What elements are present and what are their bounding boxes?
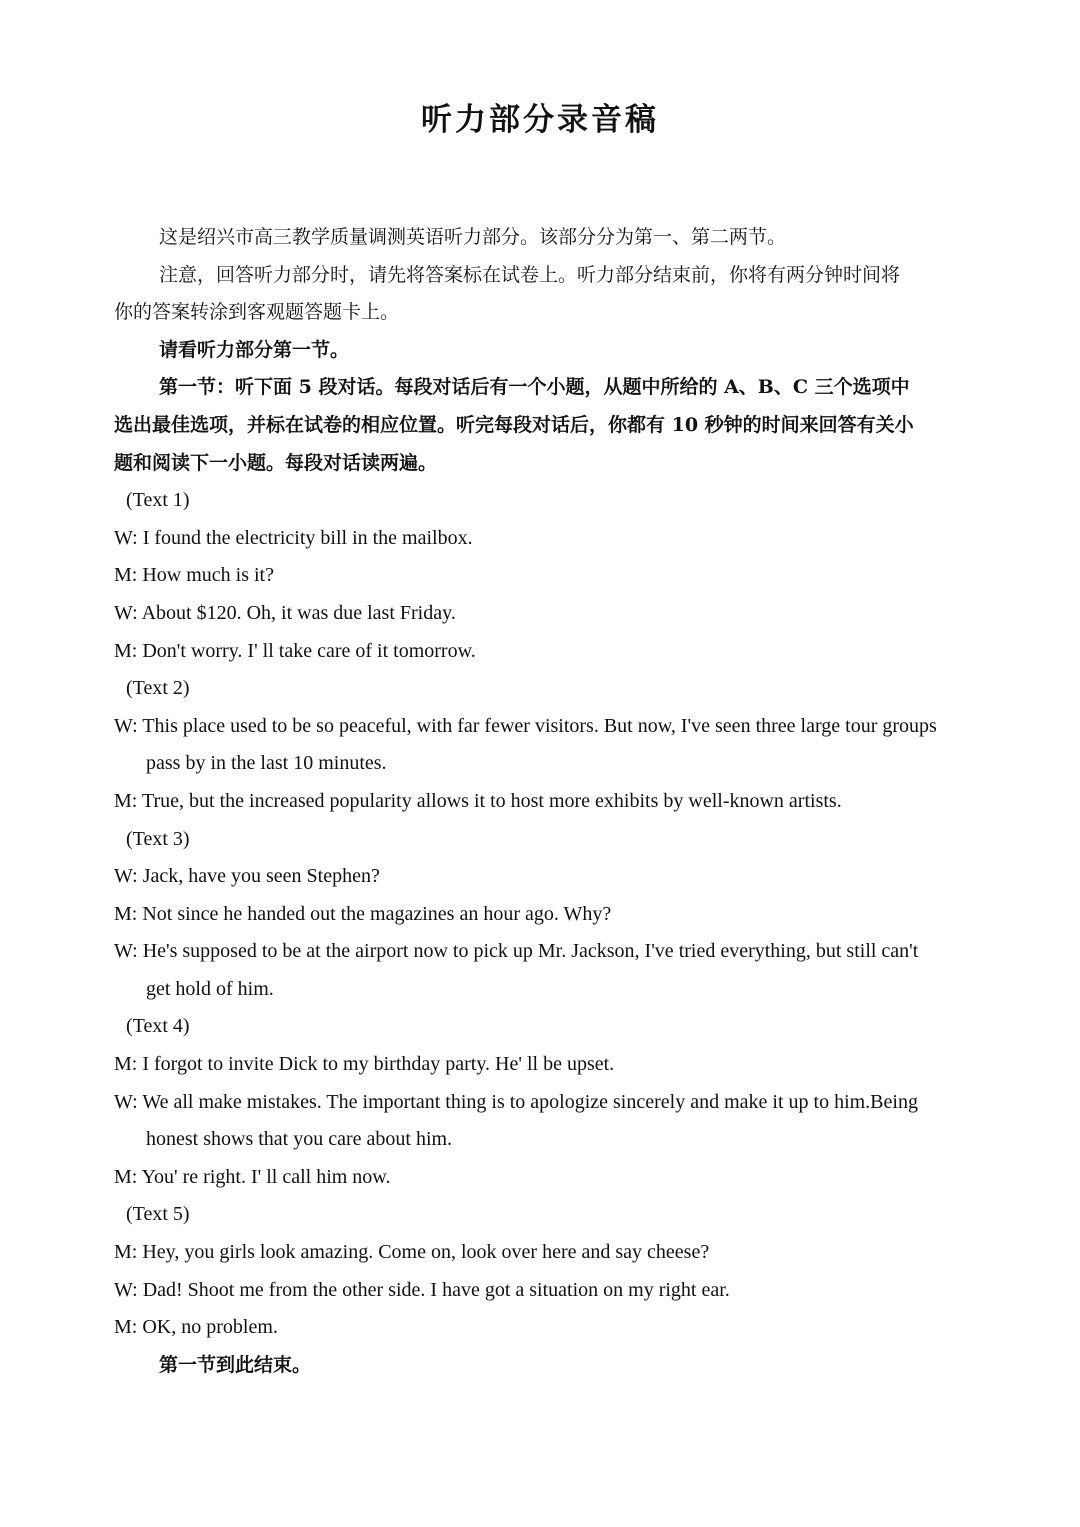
section-1-instructions-line-2: 选出最佳选项，并标在试卷的相应位置。听完每段对话后，你都有 10 秒钟的时间来回答有关小 — [114, 413, 914, 436]
text-4-line-4: M: You' re right. I' ll call him now. — [114, 1165, 391, 1188]
text-4-label: (Text 4) — [126, 1015, 190, 1038]
text-4-line-3: honest shows that you care about him. — [146, 1128, 453, 1151]
intro-paragraph-2-line-2: 你的答案转涂到客观题答题卡上。 — [114, 301, 400, 324]
text-1-label: (Text 1) — [126, 489, 190, 512]
text-3-line-4: get hold of him. — [146, 977, 274, 1000]
text-5-line-1: M: Hey, you girls look amazing. Come on, look over here and say cheese? — [114, 1241, 710, 1264]
text-2-line-3: M: True, but the increased popularity allows it to host more exhibits by well-known artists. — [114, 789, 842, 812]
text-2-line-2: pass by in the last 10 minutes. — [146, 752, 387, 775]
intro-paragraph-2-line-1: 注意，回答听力部分时，请先将答案标在试卷上。听力部分结束前，你将有两分钟时间将 — [159, 263, 901, 286]
text-3-line-1: W: Jack, have you seen Stephen? — [114, 865, 380, 888]
document-title: 听力部分录音稿 — [421, 102, 659, 138]
text-1-line-2: M: How much is it? — [114, 564, 274, 587]
text-1-line-1: W: I found the electricity bill in the mailbox. — [114, 526, 473, 549]
text-2-line-1: W: This place used to be so peaceful, with far fewer visitors. But now, I've seen three large tour groups — [114, 714, 937, 737]
text-3-line-3: W: He's supposed to be at the airport now to pick up Mr. Jackson, I've tried everything, but still can't — [114, 940, 919, 963]
intro-paragraph-1: 这是绍兴市高三教学质量调测英语听力部分。该部分分为第一、第二两节。 — [159, 226, 787, 248]
text-1-line-4: M: Don't worry. I' ll take care of it tomorrow. — [114, 639, 476, 662]
section-1-prompt: 请看听力部分第一节。 — [159, 338, 350, 361]
text-5-line-3: M: OK, no problem. — [114, 1316, 278, 1339]
text-2-label: (Text 2) — [126, 677, 190, 700]
text-5-line-2: W: Dad! Shoot me from the other side. I have got a situation on my right ear. — [114, 1278, 730, 1301]
text-5-label: (Text 5) — [126, 1203, 190, 1226]
section-1-instructions-line-1: 第一节：听下面 5 段对话。每段对话后有一个小题，从题中所给的 A、B、C 三个选项中 — [159, 376, 910, 399]
text-1-line-3: W: About $120. Oh, it was due last Friday. — [114, 601, 456, 624]
section-1-end: 第一节到此结束。 — [159, 1353, 312, 1376]
text-3-line-2: M: Not since he handed out the magazines an hour ago. Why? — [114, 902, 612, 925]
section-1-instructions-line-3: 题和阅读下一小题。每段对话读两遍。 — [114, 451, 438, 474]
text-3-label: (Text 3) — [126, 827, 190, 850]
text-4-line-1: M: I forgot to invite Dick to my birthday party. He' ll be upset. — [114, 1053, 615, 1076]
text-4-line-2: W: We all make mistakes. The important thing is to apologize sincerely and make it up to him.Being — [114, 1090, 918, 1113]
document-body — [114, 219, 980, 1384]
